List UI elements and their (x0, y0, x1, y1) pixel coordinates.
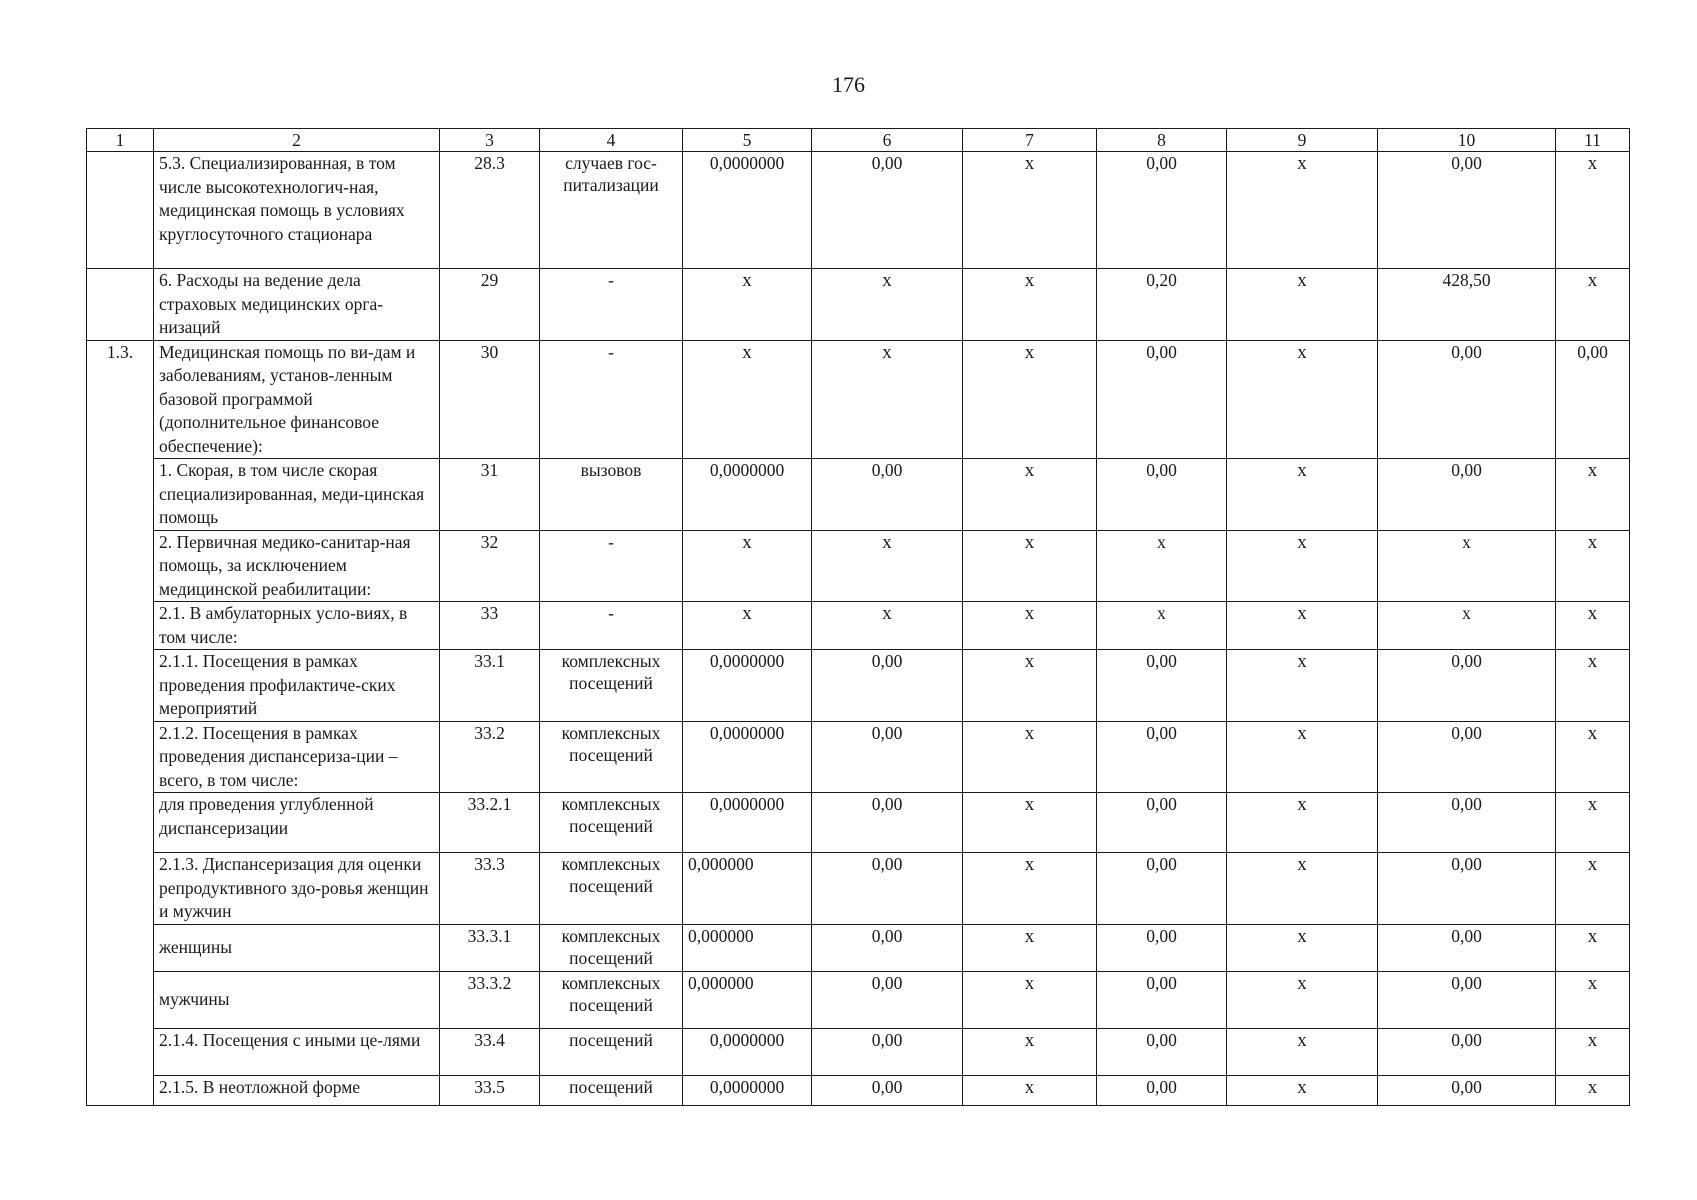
cell-col10: 0,00 (1378, 340, 1556, 459)
row-code: 33.1 (440, 650, 540, 722)
cell-col10: 0,00 (1378, 1075, 1556, 1105)
cell-col8: 0,00 (1097, 459, 1227, 531)
cell-col10: 0,00 (1378, 459, 1556, 531)
cell-col11: x (1556, 853, 1630, 925)
column-number-row (87, 129, 1630, 152)
cell-col11: x (1556, 721, 1630, 793)
cell-col11: x (1556, 650, 1630, 722)
cell-col7: x (963, 924, 1097, 971)
row-name: для проведения углубленной диспансеризации (154, 793, 440, 853)
row-code: 29 (440, 269, 540, 341)
cell-col10: 0,00 (1378, 793, 1556, 853)
cell-col5: 0,0000000 (683, 459, 812, 531)
cell-col6: 0,00 (812, 971, 963, 1028)
cell-col9: x (1227, 1028, 1378, 1075)
table-row (87, 459, 1630, 531)
cell-col6: 0,00 (812, 1075, 963, 1105)
cell-col11: x (1556, 1028, 1630, 1075)
row-unit: - (540, 340, 683, 459)
cell-col8: 0,00 (1097, 152, 1227, 269)
cell-col7: x (963, 853, 1097, 925)
row-unit: комплексных посещений (540, 721, 683, 793)
row-name: 1. Скорая, в том числе скорая специализированная, меди-цинская помощь (154, 459, 440, 531)
row-unit: комплексных посещений (540, 853, 683, 925)
table-row (87, 152, 1630, 269)
cell-col5: x (683, 340, 812, 459)
cell-col11: 0,00 (1556, 340, 1630, 459)
table-row (87, 971, 1630, 1028)
row-code: 33.5 (440, 1075, 540, 1105)
table-row (87, 269, 1630, 341)
cell-col6: x (812, 530, 963, 602)
cell-col6: 0,00 (812, 1028, 963, 1075)
column-header: 6 (812, 129, 963, 152)
cell-col9: x (1227, 530, 1378, 602)
cell-col8: 0,00 (1097, 340, 1227, 459)
row-code: 33.3.2 (440, 971, 540, 1028)
cell-col6: x (812, 340, 963, 459)
cell-col5: x (683, 269, 812, 341)
cell-col6: 0,00 (812, 459, 963, 531)
cell-col10: x (1378, 530, 1556, 602)
section-number: 1.3. (87, 340, 154, 1105)
cell-col6: 0,00 (812, 853, 963, 925)
cell-col9: x (1227, 602, 1378, 650)
table-row (87, 1075, 1630, 1105)
cell-col7: x (963, 1075, 1097, 1105)
cell-col9: x (1227, 853, 1378, 925)
table-row (87, 853, 1630, 925)
row-name: 2.1.2. Посещения в рамках проведения диспансериза-ции – всего, в том числе: (154, 721, 440, 793)
row-code: 28.3 (440, 152, 540, 269)
cell-col6: 0,00 (812, 924, 963, 971)
cell-col10: 0,00 (1378, 1028, 1556, 1075)
cell-col11: x (1556, 924, 1630, 971)
cell-col8: x (1097, 602, 1227, 650)
cell-col6: 0,00 (812, 152, 963, 269)
table-row (87, 1028, 1630, 1075)
row-unit: вызовов (540, 459, 683, 531)
cell-col9: x (1227, 650, 1378, 722)
cell-col7: x (963, 721, 1097, 793)
cell-col7: x (963, 340, 1097, 459)
cell-col8: 0,20 (1097, 269, 1227, 341)
cell-col9: x (1227, 971, 1378, 1028)
column-header: 8 (1097, 129, 1227, 152)
row-code: 33.4 (440, 1028, 540, 1075)
row-code: 33.3 (440, 853, 540, 925)
cell-col7: x (963, 459, 1097, 531)
column-header: 11 (1556, 129, 1630, 152)
cell-col9: x (1227, 459, 1378, 531)
cell-col10: 0,00 (1378, 971, 1556, 1028)
cell-col5: 0,0000000 (683, 1028, 812, 1075)
row-code: 33 (440, 602, 540, 650)
cell-col8: 0,00 (1097, 1075, 1227, 1105)
cell-col7: x (963, 1028, 1097, 1075)
cell-col9: x (1227, 793, 1378, 853)
cell-col10: 0,00 (1378, 853, 1556, 925)
row-code: 33.3.1 (440, 924, 540, 971)
cell-col10: 428,50 (1378, 269, 1556, 341)
cell-col6: 0,00 (812, 650, 963, 722)
row-name: 2.1. В амбулаторных усло-виях, в том числе: (154, 602, 440, 650)
column-header: 7 (963, 129, 1097, 152)
cell-col8: 0,00 (1097, 793, 1227, 853)
row-unit: - (540, 269, 683, 341)
table-row (87, 340, 1630, 459)
row-unit: посещений (540, 1028, 683, 1075)
cell-col7: x (963, 971, 1097, 1028)
cell-col5: 0,000000 (683, 853, 812, 925)
table-row (87, 650, 1630, 722)
cell-col11: x (1556, 152, 1630, 269)
cell-col11: x (1556, 793, 1630, 853)
cell-col11: x (1556, 971, 1630, 1028)
cell-col5: 0,0000000 (683, 1075, 812, 1105)
row-unit: случаев гос-питализации (540, 152, 683, 269)
row-unit: комплексных посещений (540, 971, 683, 1028)
cell-col6: 0,00 (812, 721, 963, 793)
cell-col7: x (963, 269, 1097, 341)
row-code: 31 (440, 459, 540, 531)
row-unit: комплексных посещений (540, 793, 683, 853)
row-name: 2.1.5. В неотложной форме (154, 1075, 440, 1105)
cell-col5: x (683, 602, 812, 650)
row-unit: - (540, 602, 683, 650)
cell-col8: 0,00 (1097, 1028, 1227, 1075)
cell-col11: x (1556, 269, 1630, 341)
row-unit: комплексных посещений (540, 924, 683, 971)
column-header: 9 (1227, 129, 1378, 152)
column-header: 1 (87, 129, 154, 152)
column-header: 10 (1378, 129, 1556, 152)
cell-col5: 0,000000 (683, 971, 812, 1028)
cell-col10: 0,00 (1378, 721, 1556, 793)
cell-col9: x (1227, 152, 1378, 269)
column-header: 5 (683, 129, 812, 152)
cell-col5: 0,0000000 (683, 793, 812, 853)
cell-col11: x (1556, 602, 1630, 650)
cell-col8: 0,00 (1097, 924, 1227, 971)
row-code: 32 (440, 530, 540, 602)
cell-col8: x (1097, 530, 1227, 602)
cell-col6: x (812, 602, 963, 650)
row-name: мужчины (154, 971, 440, 1028)
cell-col11: x (1556, 530, 1630, 602)
cell-col9: x (1227, 1075, 1378, 1105)
section-number-cell (87, 269, 154, 341)
cell-col7: x (963, 793, 1097, 853)
row-name: 2.1.3. Диспансеризация для оценки репродуктивного здо-ровья женщин и мужчин (154, 853, 440, 925)
row-name: 2. Первичная медико-санитар-ная помощь, за исключением медицинской реабилитации: (154, 530, 440, 602)
cell-col11: x (1556, 459, 1630, 531)
cell-col7: x (963, 602, 1097, 650)
row-unit: комплексных посещений (540, 650, 683, 722)
cell-col9: x (1227, 721, 1378, 793)
cell-col9: x (1227, 269, 1378, 341)
row-name: женщины (154, 924, 440, 971)
section-number-cell (87, 152, 154, 269)
cell-col9: x (1227, 924, 1378, 971)
row-code: 30 (440, 340, 540, 459)
cell-col5: x (683, 530, 812, 602)
cell-col10: 0,00 (1378, 152, 1556, 269)
cell-col9: x (1227, 340, 1378, 459)
cell-col8: 0,00 (1097, 971, 1227, 1028)
cell-col10: x (1378, 602, 1556, 650)
cell-col7: x (963, 152, 1097, 269)
row-unit: посещений (540, 1075, 683, 1105)
row-code: 33.2 (440, 721, 540, 793)
cell-col5: 0,0000000 (683, 152, 812, 269)
cell-col8: 0,00 (1097, 650, 1227, 722)
row-name: Медицинская помощь по ви-дам и заболеваниям, установ-ленным базовой программой (дополнительное финансовое обеспечение): (154, 340, 440, 459)
table-row (87, 721, 1630, 793)
column-header: 4 (540, 129, 683, 152)
table-row (87, 602, 1630, 650)
table-row (87, 793, 1630, 853)
cell-col5: 0,0000000 (683, 721, 812, 793)
page-number: 176 (832, 72, 865, 97)
row-name: 5.3. Специализированная, в том числе высокотехнологич-ная, медицинская помощь в условиях круглосуточного стационара (154, 152, 440, 269)
table-row (87, 530, 1630, 602)
row-unit: - (540, 530, 683, 602)
table-row (87, 924, 1630, 971)
cell-col8: 0,00 (1097, 853, 1227, 925)
cell-col6: 0,00 (812, 793, 963, 853)
row-name: 2.1.1. Посещения в рамках проведения профилактиче-ских мероприятий (154, 650, 440, 722)
cell-col6: x (812, 269, 963, 341)
cell-col7: x (963, 650, 1097, 722)
row-name: 6. Расходы на ведение дела страховых медицинских орга-низаций (154, 269, 440, 341)
cell-col8: 0,00 (1097, 721, 1227, 793)
row-code: 33.2.1 (440, 793, 540, 853)
column-header: 2 (154, 129, 440, 152)
cell-col10: 0,00 (1378, 924, 1556, 971)
column-header: 3 (440, 129, 540, 152)
cell-col10: 0,00 (1378, 650, 1556, 722)
cell-col5: 0,000000 (683, 924, 812, 971)
row-name: 2.1.4. Посещения с иными це-лями (154, 1028, 440, 1075)
cell-col11: x (1556, 1075, 1630, 1105)
cell-col5: 0,0000000 (683, 650, 812, 722)
cell-col7: x (963, 530, 1097, 602)
data-table (86, 128, 1630, 1106)
